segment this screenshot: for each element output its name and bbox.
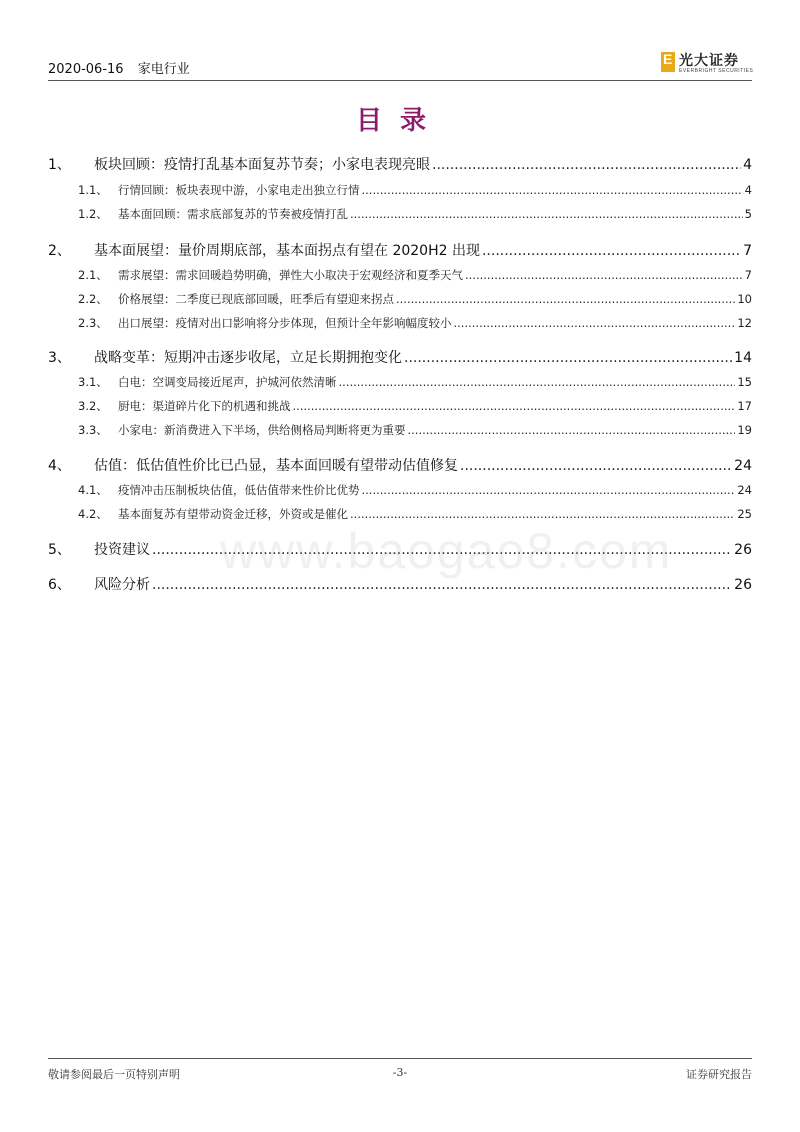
page-title: 目录 — [355, 106, 444, 136]
toc-entry-text: 投资建议 — [94, 542, 150, 558]
toc-entry-page: 24 — [734, 458, 752, 474]
toc-entry-page: 5 — [744, 207, 752, 221]
toc-entry[interactable] — [48, 240, 752, 260]
toc-entry-page: 10 — [737, 292, 752, 306]
footer-divider — [48, 1058, 752, 1059]
toc-entry-number: 1.1、 — [78, 183, 108, 197]
watermark: www.baogao8.com — [220, 523, 673, 579]
toc-entry-number: 2、 — [48, 243, 71, 259]
toc-leader-dots — [460, 458, 732, 474]
toc-entry-page: 7 — [743, 243, 752, 259]
toc-entry-text: 基本面展望：量价周期底部，基本面拐点有望在 2020H2 出现 — [94, 243, 480, 259]
toc-entry-text: 需求展望：需求回暖趋势明确，弹性大小取决于宏观经济和夏季天气 — [118, 268, 463, 282]
report-date: 2020-06-16 — [48, 62, 124, 77]
toc-entry[interactable] — [78, 374, 752, 390]
toc-entry-text: 厨电：渠道碎片化下的机遇和挑战 — [118, 399, 291, 413]
toc-entry-number: 4.2、 — [78, 507, 108, 521]
toc-leader-dots — [482, 243, 741, 259]
page-number: -3- — [392, 1066, 408, 1079]
toc-entry-page: 4 — [743, 157, 752, 173]
footer-report-type: 证券研究报告 — [686, 1068, 752, 1081]
report-industry: 家电行业 — [137, 62, 190, 77]
toc-leader-dots — [465, 268, 743, 282]
toc-entry[interactable] — [48, 154, 752, 174]
header-divider — [48, 80, 752, 81]
toc-entry-number: 3.2、 — [78, 399, 108, 413]
toc-entry[interactable] — [78, 482, 752, 498]
toc-entry-page: 26 — [734, 542, 752, 558]
toc-leader-dots — [350, 507, 735, 521]
toc-entry-text: 小家电：新消费进入下半场，供给侧格局判断将更为重要 — [118, 423, 406, 437]
toc-entry-page: 26 — [734, 577, 752, 593]
toc-leader-dots — [362, 483, 736, 497]
toc-entry[interactable] — [78, 315, 752, 331]
toc-entry-number: 4、 — [48, 458, 71, 474]
toc-entry-number: 2.3、 — [78, 316, 108, 330]
toc-entry-text: 基本面回顾：需求底部复苏的节奏被疫情打乱 — [118, 207, 348, 221]
toc-entry[interactable] — [78, 422, 752, 438]
logo-mark-letter: E — [663, 51, 673, 67]
toc-leader-dots — [362, 183, 743, 197]
everbright-logo — [661, 50, 753, 76]
toc-leader-dots — [404, 350, 732, 366]
toc-entry-page: 25 — [737, 507, 752, 521]
toc-entry-text: 板块回顾：疫情打乱基本面复苏节奏；小家电表现亮眼 — [94, 157, 430, 173]
logo-name-en: EVERBRIGHT SECURITIES — [679, 68, 754, 74]
toc-entry-number: 6、 — [48, 577, 71, 593]
toc-entry-page: 15 — [737, 375, 752, 389]
toc-entry-number: 1.2、 — [78, 207, 108, 221]
toc-leader-dots — [350, 207, 743, 221]
toc-entry-page: 4 — [744, 183, 752, 197]
toc-entry-text: 白电：空调变局接近尾声，护城河依然清晰 — [118, 375, 337, 389]
toc-entry-number: 3、 — [48, 350, 71, 366]
toc-entry[interactable] — [78, 291, 752, 307]
toc-entry-page: 12 — [737, 316, 752, 330]
toc-leader-dots — [339, 375, 736, 389]
toc-entry-page: 7 — [744, 268, 752, 282]
toc-entry[interactable] — [78, 182, 752, 198]
toc-entry-number: 3.3、 — [78, 423, 108, 437]
toc-entry[interactable] — [48, 347, 752, 367]
toc-entry-text: 价格展望：二季度已现底部回暖，旺季后有望迎来拐点 — [118, 292, 394, 306]
toc-entry[interactable] — [78, 398, 752, 414]
toc-entry[interactable] — [48, 455, 752, 475]
toc-entry[interactable] — [78, 506, 752, 522]
toc-entry-text: 基本面复苏有望带动资金迁移，外资或是催化 — [118, 507, 348, 521]
toc-leader-dots — [432, 157, 741, 173]
logo-name-cn: 光大证券 — [679, 53, 739, 69]
toc-entry-page: 17 — [737, 399, 752, 413]
toc-entry-text: 出口展望：疫情对出口影响将分步体现，但预计全年影响幅度较小 — [118, 316, 452, 330]
toc-entry-number: 4.1、 — [78, 483, 108, 497]
toc-entry-text: 估值：低估值性价比已凸显，基本面回暖有望带动估值修复 — [94, 458, 458, 474]
toc-entry-text: 战略变革：短期冲击逐步收尾，立足长期拥抱变化 — [94, 350, 402, 366]
toc-entry-number: 2.2、 — [78, 292, 108, 306]
toc-entry-page: 19 — [737, 423, 752, 437]
toc-leader-dots — [293, 399, 736, 413]
toc-leader-dots — [454, 316, 736, 330]
toc-entry-number: 2.1、 — [78, 268, 108, 282]
toc-entry-text: 疫情冲击压制板块估值，低估值带来性价比优势 — [118, 483, 360, 497]
toc-leader-dots — [408, 423, 736, 437]
toc-entry-page: 24 — [737, 483, 752, 497]
report-header — [48, 58, 190, 77]
toc-entry-text: 风险分析 — [94, 577, 150, 593]
toc-entry[interactable] — [78, 206, 752, 222]
toc-entry-page: 14 — [734, 350, 752, 366]
footer-disclaimer: 敬请参阅最后一页特别声明 — [48, 1068, 180, 1081]
toc-entry-text: 行情回顾：板块表现中游，小家电走出独立行情 — [118, 183, 360, 197]
toc-entry-number: 1、 — [48, 157, 71, 173]
toc-entry-number: 3.1、 — [78, 375, 108, 389]
toc-entry[interactable] — [78, 267, 752, 283]
toc-entry-number: 5、 — [48, 542, 71, 558]
toc-leader-dots — [396, 292, 735, 306]
